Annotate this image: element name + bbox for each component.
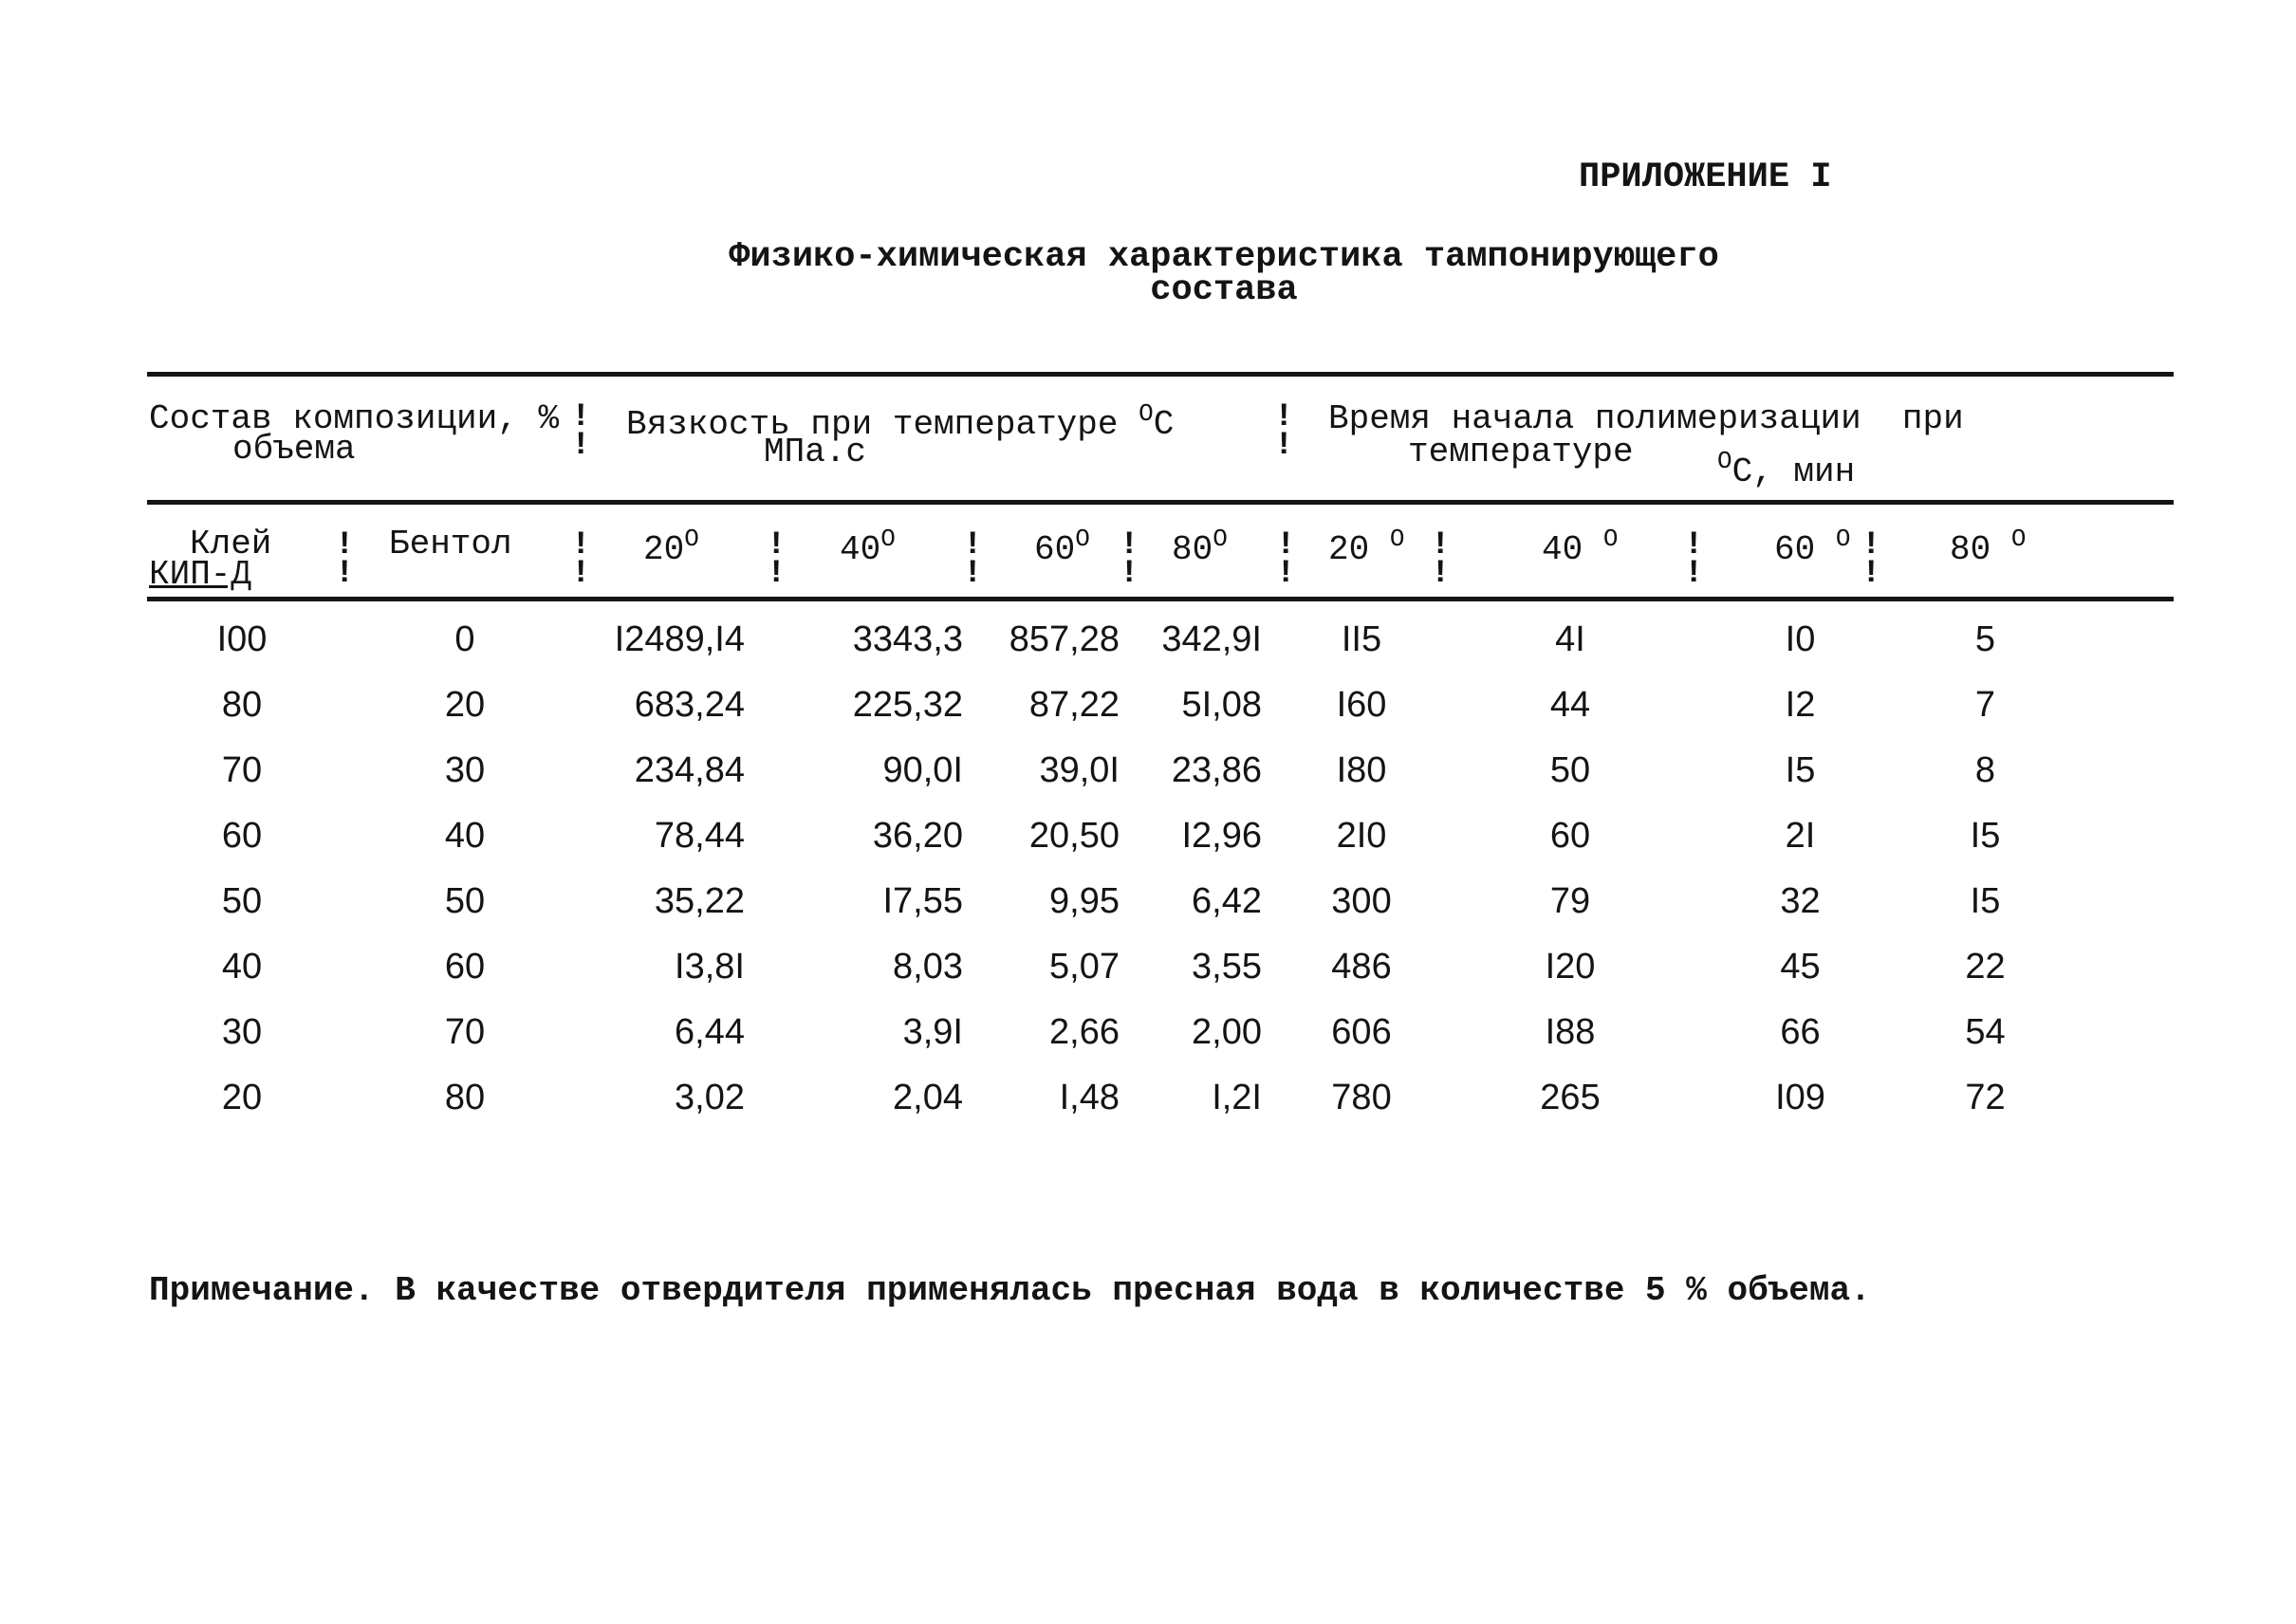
subheader-separator: ! ! bbox=[571, 527, 591, 592]
table-cell: 80 bbox=[221, 685, 263, 725]
table-cell: 3,9I bbox=[902, 1012, 963, 1052]
table-cell: II5 bbox=[1341, 619, 1382, 659]
table-cell: 87,22 bbox=[1028, 685, 1120, 725]
subheader-separator: ! ! bbox=[335, 527, 355, 592]
table-cell: 35,22 bbox=[654, 881, 745, 921]
table-cell: 70 bbox=[221, 750, 263, 790]
table-cell: 300 bbox=[1331, 881, 1392, 921]
table-cell: 72 bbox=[1965, 1078, 2006, 1117]
table-cell: I60 bbox=[1336, 685, 1387, 725]
header-composition-line-2: объема bbox=[232, 430, 356, 469]
table-cell: 2,00 bbox=[1192, 1012, 1262, 1052]
table-cell: 80 bbox=[444, 1078, 486, 1117]
table-cell: 857,28 bbox=[1009, 619, 1120, 659]
table-cell: 66 bbox=[1780, 1012, 1821, 1052]
table-cell: 70 bbox=[444, 1012, 486, 1052]
document-title-line-2: состава bbox=[1150, 270, 1298, 310]
table-cell: I3,8I bbox=[675, 947, 745, 987]
table-cell: I2 bbox=[1785, 685, 1816, 725]
table-cell: 30 bbox=[444, 750, 486, 790]
table-cell: 6,44 bbox=[675, 1012, 745, 1052]
table-cell: 60 bbox=[444, 947, 486, 987]
subheader-separator: ! ! bbox=[1276, 527, 1296, 592]
table-cell: 45 bbox=[1780, 947, 1821, 987]
table-cell: 20 bbox=[444, 685, 486, 725]
table-cell: 0 bbox=[454, 619, 475, 659]
table-cell: 8,03 bbox=[893, 947, 963, 987]
table-cell: 60 bbox=[221, 816, 263, 856]
table-cell: 7 bbox=[1974, 685, 1996, 725]
header-polymerization-line-2: температуре bbox=[1408, 433, 1634, 471]
table-cell: 60 bbox=[1549, 816, 1591, 856]
header-composition-line-1: Состав композиции, % bbox=[149, 399, 560, 438]
header-polymerization-line-1: Время начала полимеризации при bbox=[1328, 399, 1964, 438]
subheader-viscosity-40: $40^О$ bbox=[840, 525, 896, 569]
table-cell: 3,55 bbox=[1192, 947, 1262, 987]
table-cell: I,48 bbox=[1059, 1078, 1120, 1117]
table-cell: 5I,08 bbox=[1181, 685, 1262, 725]
note-text: Примечание. В качестве отвердителя применялась пресная вода в количестве 5 % объема. bbox=[149, 1271, 1871, 1310]
header-polymerization-unit: $^О$С, мин bbox=[1717, 447, 1856, 491]
subheader-bentol: Бентол bbox=[389, 525, 512, 563]
subheader-viscosity-80: $80^О$ bbox=[1172, 525, 1228, 569]
table-cell: 20,50 bbox=[1028, 816, 1120, 856]
header-viscosity-line-1: Вязкость при температуре $^О$С bbox=[626, 399, 1175, 444]
table-cell: 23,86 bbox=[1171, 750, 1262, 790]
table-cell: 9,95 bbox=[1049, 881, 1120, 921]
subheader-separator: ! ! bbox=[1684, 527, 1704, 592]
table-cell: 486 bbox=[1331, 947, 1392, 987]
table-cell: 50 bbox=[221, 881, 263, 921]
table-cell: 8 bbox=[1974, 750, 1996, 790]
table-cell: 2I0 bbox=[1336, 816, 1387, 856]
subheader-separator: ! ! bbox=[1431, 527, 1451, 592]
table-cell: I5 bbox=[1970, 816, 2001, 856]
table-cell: I5 bbox=[1785, 750, 1816, 790]
table-cell: 780 bbox=[1331, 1078, 1392, 1117]
table-cell: 5,07 bbox=[1049, 947, 1120, 987]
table-cell: I,2I bbox=[1212, 1078, 1262, 1117]
table-cell: I80 bbox=[1336, 750, 1387, 790]
table-cell: 234,84 bbox=[634, 750, 745, 790]
subheader-glue-line-1: Клей bbox=[190, 525, 272, 563]
table-cell: I88 bbox=[1545, 1012, 1596, 1052]
table-cell: I5 bbox=[1970, 881, 2001, 921]
table-cell: 36,20 bbox=[872, 816, 963, 856]
table-cell: 50 bbox=[1549, 750, 1591, 790]
table-cell: 22 bbox=[1965, 947, 2006, 987]
table-cell: I00 bbox=[216, 619, 268, 659]
table-cell: 5 bbox=[1974, 619, 1996, 659]
table-cell: 40 bbox=[221, 947, 263, 987]
table-cell: 342,9I bbox=[1161, 619, 1262, 659]
table-cell: I0 bbox=[1785, 619, 1816, 659]
table-cell: 683,24 bbox=[634, 685, 745, 725]
table-cell: 39,0I bbox=[1039, 750, 1120, 790]
table-cell: 265 bbox=[1540, 1078, 1601, 1117]
subheader-viscosity-60: $60^О$ bbox=[1034, 525, 1090, 569]
table-cell: 606 bbox=[1331, 1012, 1392, 1052]
table-cell: 44 bbox=[1549, 685, 1591, 725]
subheader-separator: ! ! bbox=[1861, 527, 1881, 592]
subheader-viscosity-20: $20^О$ bbox=[643, 525, 699, 569]
table-subheader-rule bbox=[147, 597, 2174, 601]
subheader-polymerization-20: 20 $^О$ bbox=[1328, 525, 1405, 569]
table-cell: 20 bbox=[221, 1078, 263, 1117]
table-cell: 3,02 bbox=[675, 1078, 745, 1117]
table-cell: 90,0I bbox=[882, 750, 963, 790]
table-cell: 4I bbox=[1555, 619, 1585, 659]
header-separator: ! ! bbox=[1274, 399, 1294, 464]
document-title-line-1: Физико-химическая характеристика тампонирующего bbox=[729, 237, 1719, 277]
table-cell: 3343,3 bbox=[852, 619, 963, 659]
table-cell: 40 bbox=[444, 816, 486, 856]
subheader-separator: ! ! bbox=[963, 527, 983, 592]
header-separator: ! ! bbox=[571, 399, 591, 464]
subheader-polymerization-80: 80 $^О$ bbox=[1950, 525, 2027, 569]
table-cell: 2I bbox=[1785, 816, 1816, 856]
table-cell: 2,04 bbox=[893, 1078, 963, 1117]
subheader-separator: ! ! bbox=[767, 527, 787, 592]
table-cell: 78,44 bbox=[654, 816, 745, 856]
table-cell: 54 bbox=[1965, 1012, 2006, 1052]
table-cell: 32 bbox=[1780, 881, 1821, 921]
table-cell: 50 bbox=[444, 881, 486, 921]
table-cell: I2,96 bbox=[1181, 816, 1262, 856]
appendix-label: ПРИЛОЖЕНИЕ I bbox=[1579, 157, 1832, 197]
table-header-rule bbox=[147, 500, 2174, 505]
table-cell: 225,32 bbox=[852, 685, 963, 725]
table-cell: I2489,I4 bbox=[614, 619, 745, 659]
table-top-rule bbox=[147, 372, 2174, 377]
table-cell: I09 bbox=[1775, 1078, 1825, 1117]
subheader-separator: ! ! bbox=[1120, 527, 1139, 592]
table-cell: I20 bbox=[1545, 947, 1596, 987]
table-cell: 2,66 bbox=[1049, 1012, 1120, 1052]
table-cell: 79 bbox=[1549, 881, 1591, 921]
table-cell: 30 bbox=[221, 1012, 263, 1052]
header-viscosity-line-2: МПа.с bbox=[764, 433, 867, 471]
subheader-polymerization-60: 60 $^О$ bbox=[1774, 525, 1851, 569]
table-cell: 6,42 bbox=[1192, 881, 1262, 921]
subheader-polymerization-40: 40 $^О$ bbox=[1542, 525, 1619, 569]
table-cell: I7,55 bbox=[882, 881, 963, 921]
subheader-glue-line-2: КИП-Д bbox=[149, 555, 252, 594]
